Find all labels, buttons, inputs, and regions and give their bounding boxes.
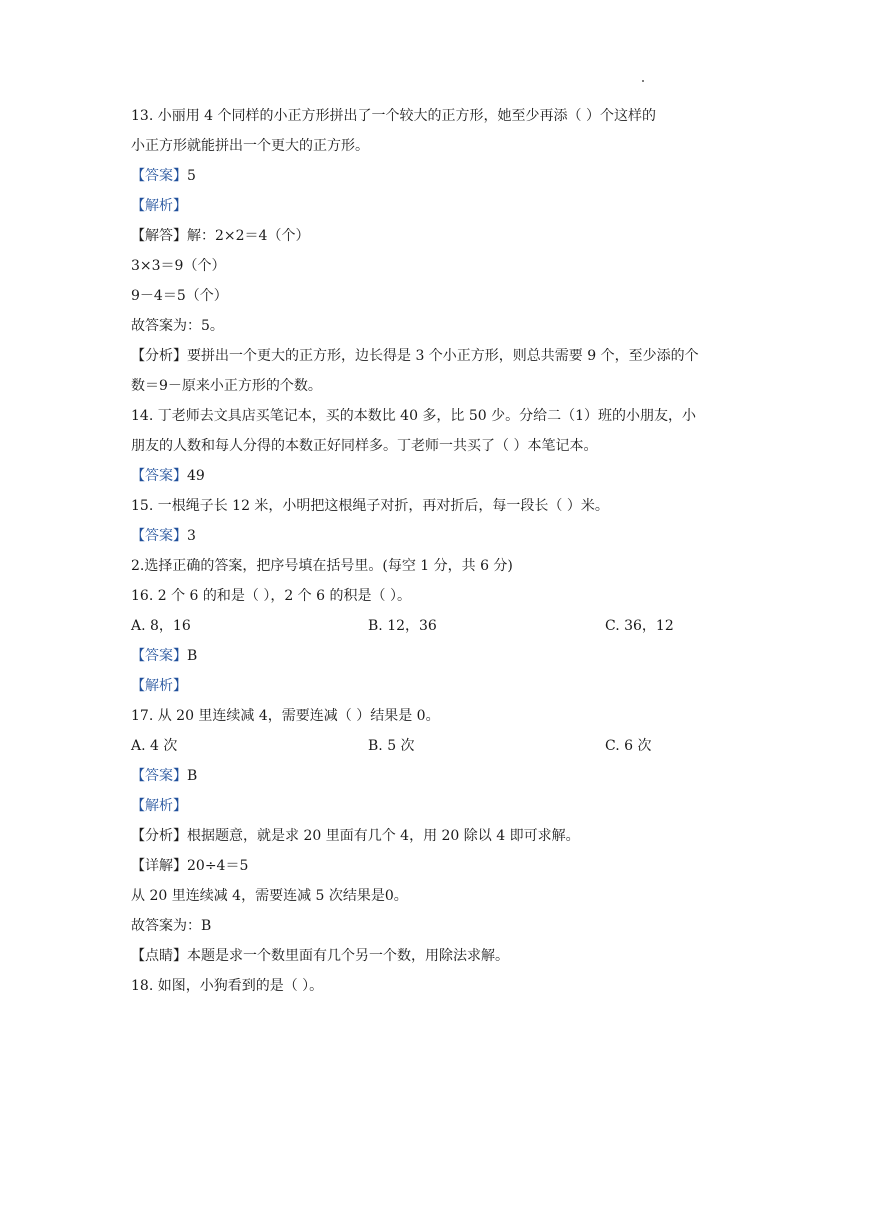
dianjing-text: 本题是求一个数里面有几个另一个数，用除法求解。 [187,948,509,964]
q17-option-c: C. 6 次 [605,738,652,754]
q17-answer [131,761,743,791]
q17-text-line1: 17. 从 20 里连续减 4，需要连减（ ）结果是 0。 [131,708,440,724]
q13-text-line2: 小正方形就能拼出一个更大的正方形。 [131,138,369,154]
q13-analysis [131,191,743,221]
q13-text-line1: 13. 小丽用 4 个同样的小正方形拼出了一个较大的正方形，她至少再添（ ）个这样的 [131,108,656,124]
q13-step3: 9－4＝5（个） [131,288,228,304]
answer-value: 5 [187,168,196,184]
q16-option-a: A. 8，16 [131,618,191,634]
q17-detail2: 从 20 里连续减 4，需要连减 5 次结果是0。 [131,888,408,904]
detail-text: 20÷4＝5 [187,858,249,874]
q17-option-b: B. 5 次 [368,738,415,754]
q13-step2: 3×3＝9（个） [131,258,226,274]
q14-text-line1: 14. 丁老师去文具店买笔记本，买的本数比 40 多，比 50 少。分给二（1）班的小朋友，小 [131,408,697,424]
q13-solution [131,221,743,251]
q17-analysis [131,791,743,821]
q16-option-b: B. 12，36 [368,618,437,634]
q18-text-line1: 18. 如图，小狗看到的是（ ）。 [131,978,324,994]
q16-options [131,611,743,641]
detail-tag: 【详解】 [131,858,187,874]
q14-answer [131,461,743,491]
answer-value: 49 [187,468,205,484]
fenxi-tag: 【分析】 [131,348,187,364]
answer-tag: 【答案】 [131,528,187,544]
q14-text-line2: 朋友的人数和每人分得的本数正好同样多。丁老师一共买了（ ）本笔记本。 [131,438,598,454]
analysis-tag: 【解析】 [131,198,187,214]
q16-analysis [131,671,743,701]
section2-heading: 2.选择正确的答案，把序号填在括号里。(每空 1 分，共 6 分) [131,558,513,574]
answer-tag: 【答案】 [131,168,187,184]
answer-tag: 【答案】 [131,768,187,784]
answer-value: B [187,768,198,784]
solution-text: 解：2×2＝4（个） [187,228,310,244]
header-dot [642,80,644,82]
q16-text-line1: 16. 2 个 6 的和是（ ），2 个 6 的积是（ ）。 [131,588,411,604]
q13-fenxi-line1 [131,341,743,371]
answer-value: B [187,648,198,664]
solution-tag: 【解答】 [131,228,187,244]
q15-text-line1: 15. 一根绳子长 12 米，小明把这根绳子对折，再对折后，每一段长（ ）米。 [131,498,609,514]
q15-answer [131,521,743,551]
fenxi-tag: 【分析】 [131,828,187,844]
analysis-tag: 【解析】 [131,678,187,694]
q17-dianjing [131,941,743,971]
q16-option-c: C. 36，12 [605,618,674,634]
q17-detail [131,851,743,881]
q17-options [131,731,743,761]
answer-tag: 【答案】 [131,648,187,664]
answer-tag: 【答案】 [131,468,187,484]
analysis-tag: 【解析】 [131,798,187,814]
dianjing-tag: 【点睛】 [131,948,187,964]
q17-option-a: A. 4 次 [131,738,178,754]
q17-conclusion: 故答案为：B [131,918,212,934]
q13-answer [131,161,743,191]
document-content [131,101,743,1001]
q13-conclusion: 故答案为：5。 [131,318,224,334]
q16-answer [131,641,743,671]
q17-fenxi [131,821,743,851]
fenxi-text: 要拼出一个更大的正方形，边长得是 3 个小正方形，则总共需要 9 个，至少添的个 [187,348,699,364]
answer-value: 3 [187,528,196,544]
fenxi-text: 根据题意，就是求 20 里面有几个 4，用 20 除以 4 即可求解。 [187,828,580,844]
q13-fenxi-line2: 数＝9－原来小正方形的个数。 [131,378,322,394]
